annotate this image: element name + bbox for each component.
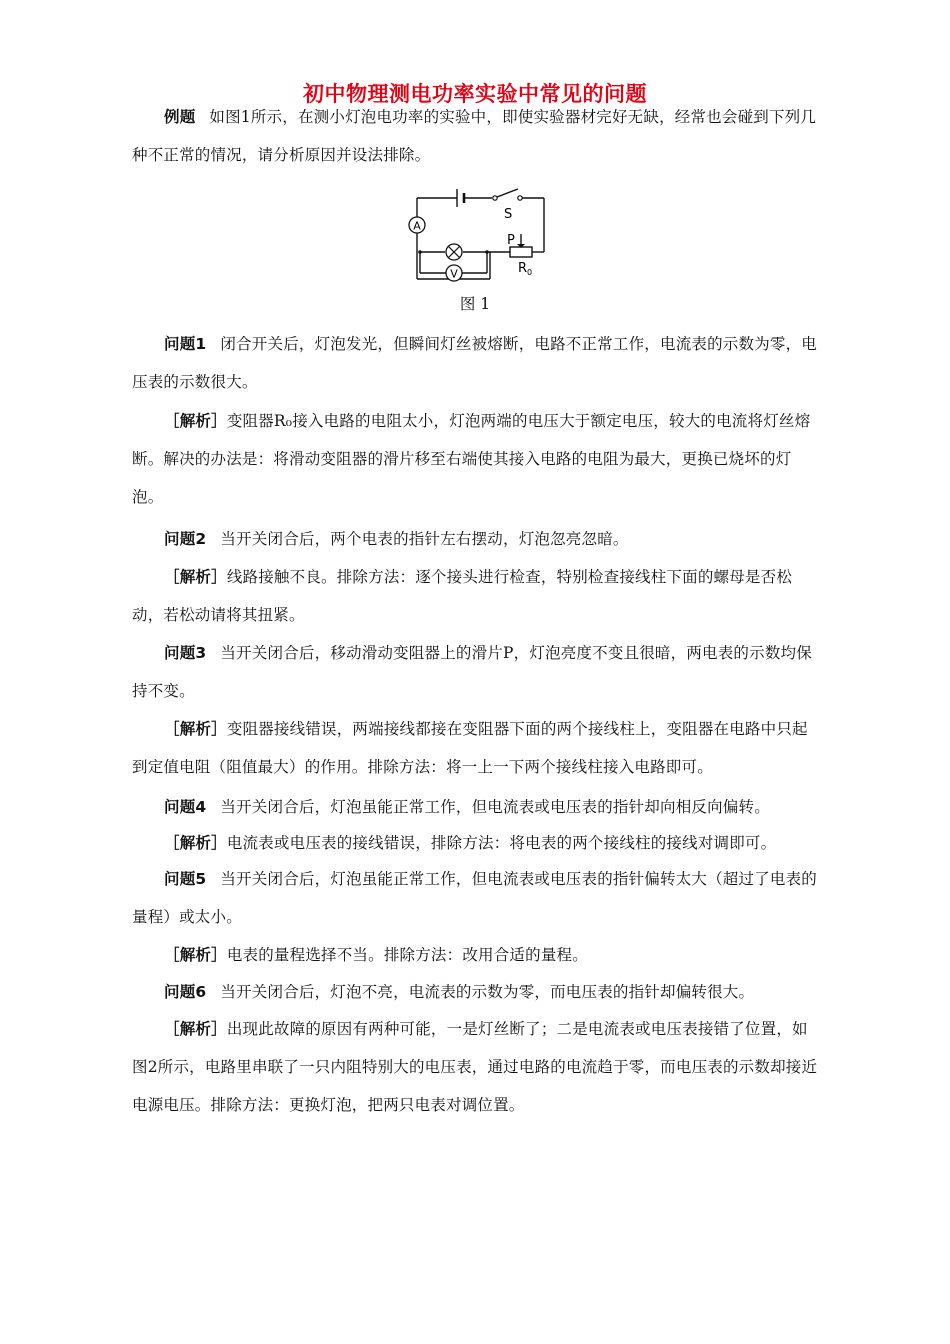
question-text: 当开关闭合后，灯泡虽能正常工作，但电流表或电压表的指针却向相反向偏转。 — [220, 798, 770, 816]
analysis-text: 线路接触不良。排除方法：逐个接头进行检查，特别检查接线柱下面的螺母是否松动，若松动请将其扭紧。 — [132, 568, 793, 624]
example-text: 如图1所示，在测小灯泡电功率的实验中，即使实验器材完好无缺，经常也会碰到下列几种不正常的情况，请分析原因并设法排除。 — [132, 108, 817, 164]
switch-blade — [497, 189, 518, 197]
rheostat-label: R — [518, 261, 528, 276]
voltmeter-label: V — [450, 267, 458, 281]
question-text: 当开关闭合后，灯泡不亮，电流表的示数为零，而电压表的指针却偏转很大。 — [220, 983, 755, 1001]
slider-label: P — [507, 233, 515, 248]
analysis-paragraph — [132, 1010, 822, 1124]
switch-contact-left — [493, 196, 497, 200]
question-paragraph — [132, 860, 822, 936]
analysis-text: 电流表或电压表的接线错误，排除方法：将电表的两个接线柱的接线对调即可。 — [226, 834, 777, 852]
question-label: 问题5 — [164, 870, 207, 888]
analysis-text: 变阻器R₀接入电路的电阻太小，灯泡两端的电压大于额定电压，较大的电流将灯丝熔断。解决的办法是：将滑动变阻器的滑片移至右端使其接入电路的电阻为最大，更换已烧坏的灯泡。 — [132, 412, 811, 506]
analysis-label: ［解析］ — [164, 568, 227, 586]
analysis-paragraph — [132, 936, 822, 974]
figure-caption: 图 1 — [459, 295, 491, 313]
analysis-label: ［解析］ — [164, 834, 227, 852]
switch-label: S — [504, 207, 513, 222]
switch-contact-right — [518, 196, 522, 200]
analysis-text: 变阻器接线错误，两端接线都接在变阻器下面的两个接线柱上，变阻器在电路中只起到定值电阻（阻值最大）的作用。排除方法：将一上一下两个接线柱接入电路即可。 — [132, 720, 808, 776]
analysis-label: ［解析］ — [164, 412, 227, 430]
question-label: 问题3 — [164, 644, 207, 662]
question-paragraph — [132, 788, 822, 826]
document-title: 初中物理测电功率实验中常见的问题 — [303, 82, 647, 106]
question-label: 问题1 — [164, 335, 207, 353]
question-text: 当开关闭合后，灯泡虽能正常工作，但电流表或电压表的指针偏转太大（超过了电表的量程）或太小。 — [132, 870, 817, 926]
question-label: 问题6 — [164, 983, 207, 1001]
junction-node — [485, 250, 489, 254]
analysis-label: ［解析］ — [164, 720, 227, 738]
question-paragraph — [132, 634, 822, 710]
analysis-paragraph — [132, 710, 822, 786]
analysis-label: ［解析］ — [164, 1020, 227, 1038]
analysis-paragraph — [132, 824, 822, 862]
question-paragraph — [132, 973, 822, 1011]
question-label: 问题4 — [164, 798, 207, 816]
question-label: 问题2 — [164, 530, 207, 548]
question-text: 当开关闭合后，移动滑动变阻器上的滑片P，灯泡亮度不变且很暗，两电表的示数均保持不变。 — [132, 644, 812, 700]
example-paragraph — [132, 98, 822, 174]
question-paragraph — [132, 325, 822, 401]
junction-node — [418, 250, 422, 254]
ammeter-label: A — [413, 219, 421, 233]
analysis-text: 电表的量程选择不当。排除方法：改用合适的量程。 — [226, 946, 588, 964]
analysis-label: ［解析］ — [164, 946, 227, 964]
question-text: 当开关闭合后，两个电表的指针左右摆动，灯泡忽亮忽暗。 — [220, 530, 629, 548]
analysis-paragraph — [132, 558, 822, 634]
analysis-paragraph — [132, 402, 822, 516]
question-text: 闭合开关后，灯泡发光，但瞬间灯丝被熔断，电路不正常工作，电流表的示数为零，电压表的示数很大。 — [132, 335, 817, 391]
rheostat-label-subscript: 0 — [527, 268, 533, 277]
circuit-diagram-figure-1 — [400, 186, 550, 286]
example-label: 例题 — [164, 108, 196, 126]
analysis-text: 出现此故障的原因有两种可能，一是灯丝断了；二是电流表或电压表接错了位置，如图2所示，电路里串联了一只内阻特别大的电压表，通过电路的电流趋于零，而电压表的示数却接近电源电压。排除方法：更换灯泡，把两只电表对调位置。 — [132, 1020, 818, 1114]
question-paragraph — [132, 520, 822, 558]
rheostat-body — [510, 247, 532, 257]
